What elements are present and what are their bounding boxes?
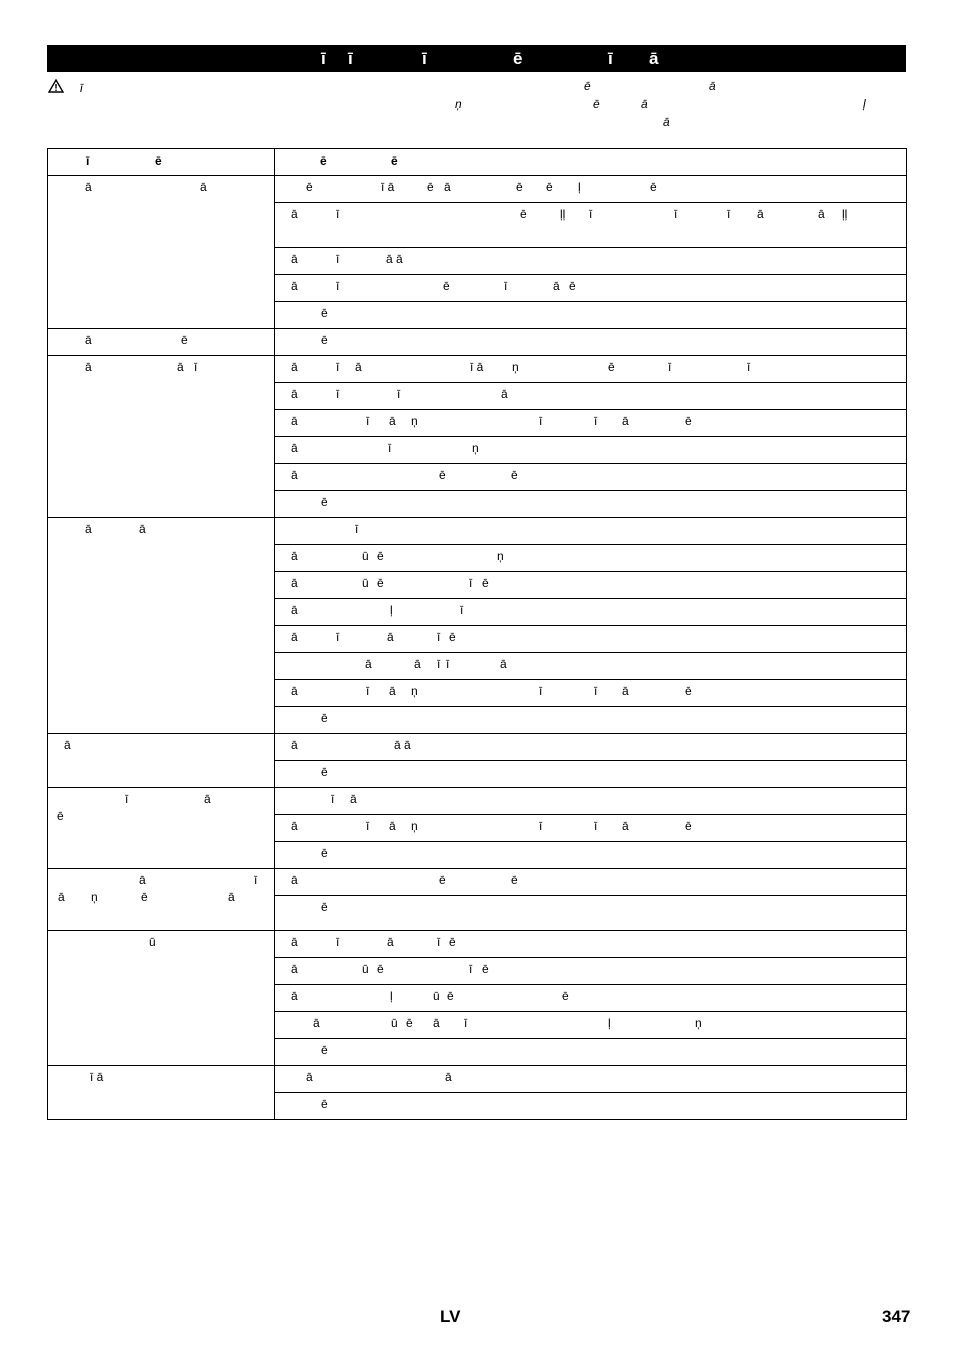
table-row	[48, 329, 907, 356]
remedy-cell	[275, 761, 907, 788]
fault-cell	[48, 329, 275, 356]
remedy-cell	[275, 410, 907, 437]
cell-glyph: ī	[397, 387, 401, 401]
cell-glyph: ī	[539, 414, 543, 428]
cell-glyph: ē	[377, 549, 384, 563]
cell-glyph: ā	[445, 1070, 452, 1084]
cell-glyph: ī	[86, 154, 90, 168]
cell-glyph: ā	[622, 414, 629, 428]
cell-glyph: ā	[291, 630, 298, 644]
cell-glyph: ī	[437, 935, 441, 949]
table-row	[48, 869, 907, 896]
cell-glyph: ā	[444, 180, 451, 194]
warning-glyph: ā	[641, 97, 648, 111]
cell-glyph: ē	[321, 1043, 328, 1057]
fault-cell	[48, 869, 275, 931]
cell-glyph: ā	[387, 630, 394, 644]
remedy-cell	[275, 275, 907, 302]
cell-glyph: ļ	[608, 1016, 611, 1030]
cell-glyph: ā	[291, 684, 298, 698]
cell-glyph: ā	[291, 935, 298, 949]
cell-glyph: ā	[85, 522, 92, 536]
remedy-cell	[275, 599, 907, 626]
cell-glyph: ē	[321, 495, 328, 509]
title-glyph: ā	[649, 49, 659, 68]
cell-glyph: ā	[291, 962, 298, 976]
cell-glyph: ā	[818, 207, 825, 221]
cell-glyph: ā ā	[386, 252, 403, 266]
cell-glyph: ē	[321, 333, 328, 347]
cell-glyph: ē	[406, 1016, 413, 1030]
remedy-cell	[275, 383, 907, 410]
cell-glyph: ā	[433, 1016, 440, 1030]
remedy-cell	[275, 1066, 907, 1093]
cell-glyph: ā	[757, 207, 764, 221]
remedy-cell	[275, 896, 907, 931]
cell-glyph: ī	[437, 657, 441, 671]
table-row	[48, 931, 907, 958]
cell-glyph: ņ	[512, 360, 519, 374]
cell-glyph: ā	[291, 207, 298, 221]
warning-glyph: ā	[663, 115, 670, 129]
cell-glyph: ā	[291, 441, 298, 455]
remedy-cell	[275, 302, 907, 329]
cell-glyph: ī	[336, 387, 340, 401]
cell-glyph: ā ā	[394, 738, 411, 752]
cell-glyph: ī	[727, 207, 731, 221]
title-glyph: ī	[348, 49, 353, 68]
warning-glyph: ā	[709, 79, 716, 93]
title-glyph: ē	[513, 49, 523, 68]
cell-glyph: ē	[155, 154, 162, 168]
cell-glyph: ē	[321, 846, 328, 860]
cell-glyph: ā	[313, 1016, 320, 1030]
cell-glyph: ā	[306, 1070, 313, 1084]
cell-glyph: ļ	[578, 180, 581, 194]
remedy-cell	[275, 518, 907, 545]
cell-glyph: ā	[291, 387, 298, 401]
troubleshooting-table	[47, 148, 907, 1120]
cell-glyph: ņ	[411, 819, 418, 833]
cell-glyph: ē	[516, 180, 523, 194]
cell-glyph: ē	[650, 180, 657, 194]
section-title-bar	[47, 45, 906, 72]
cell-glyph: ē	[443, 279, 450, 293]
fault-cell	[48, 1066, 275, 1120]
remedy-cell	[275, 572, 907, 599]
remedy-cell	[275, 176, 907, 203]
cell-glyph: ī ā	[381, 180, 395, 194]
remedy-cell	[275, 653, 907, 680]
cell-glyph: ū	[362, 576, 369, 590]
cell-glyph: ā	[291, 360, 298, 374]
page-number: 347	[882, 1307, 911, 1326]
cell-glyph: ī	[446, 657, 450, 671]
warning-triangle-icon	[48, 79, 64, 93]
fault-cell	[48, 788, 275, 869]
fault-cell	[48, 931, 275, 1066]
cell-glyph: ū	[149, 935, 156, 949]
remedy-cell	[275, 203, 907, 248]
cell-glyph: ī	[336, 279, 340, 293]
cell-glyph: ī	[336, 207, 340, 221]
cell-glyph: ē	[439, 468, 446, 482]
cell-glyph: ī	[366, 414, 370, 428]
warning-glyph: ļ	[863, 97, 866, 111]
cell-glyph: ī	[460, 603, 464, 617]
cell-glyph: ē	[321, 1097, 328, 1111]
cell-glyph: ē	[608, 360, 615, 374]
cell-glyph: ļ	[390, 603, 393, 617]
remedy-cell	[275, 329, 907, 356]
cell-glyph: ā	[414, 657, 421, 671]
warning-glyph: ī	[80, 81, 83, 95]
cell-glyph: ā	[64, 738, 71, 752]
cell-glyph: ī ā	[90, 1070, 104, 1084]
cell-glyph: ā	[355, 360, 362, 374]
cell-glyph: ā	[387, 935, 394, 949]
cell-glyph: ī	[594, 414, 598, 428]
cell-glyph: ī	[336, 360, 340, 374]
cell-glyph: ē	[57, 809, 64, 823]
cell-glyph: ā	[291, 414, 298, 428]
cell-glyph: ē	[391, 154, 398, 168]
cell-glyph: ā	[350, 792, 357, 806]
cell-glyph: ē	[377, 576, 384, 590]
cell-glyph: ā	[501, 387, 508, 401]
remedy-cell	[275, 734, 907, 761]
cell-glyph: ā	[139, 873, 146, 887]
header-cell-fault	[48, 149, 275, 176]
remedy-cell	[275, 869, 907, 896]
table-row	[48, 1066, 907, 1093]
title-glyph: ī	[422, 49, 427, 68]
cell-glyph: ā	[622, 819, 629, 833]
cell-glyph: ī	[469, 962, 473, 976]
cell-glyph: ā	[85, 180, 92, 194]
cell-glyph: ņ	[497, 549, 504, 563]
fault-cell	[48, 356, 275, 518]
cell-glyph: ī	[331, 792, 335, 806]
remedy-cell	[275, 958, 907, 985]
cell-glyph: ē	[321, 765, 328, 779]
cell-glyph: ā	[291, 468, 298, 482]
cell-glyph: ē	[449, 935, 456, 949]
table-row	[48, 734, 907, 761]
cell-glyph: ē	[685, 684, 692, 698]
header-cell-remedy	[275, 149, 907, 176]
cell-glyph: ā	[139, 522, 146, 536]
fault-cell	[48, 734, 275, 788]
table-row	[48, 788, 907, 815]
cell-glyph: ū	[433, 989, 440, 1003]
warning-glyph: ē	[584, 79, 591, 93]
cell-glyph: ļļ	[560, 207, 566, 221]
cell-glyph: ā	[204, 792, 211, 806]
cell-glyph: ņ	[411, 684, 418, 698]
cell-glyph: ī	[437, 630, 441, 644]
cell-glyph: ē	[685, 819, 692, 833]
cell-glyph: ā	[291, 819, 298, 833]
remedy-cell	[275, 985, 907, 1012]
cell-glyph: ē	[439, 873, 446, 887]
cell-glyph: ī	[668, 360, 672, 374]
footer-language: LV	[440, 1307, 461, 1326]
remedy-cell	[275, 1093, 907, 1120]
cell-glyph: ī	[539, 819, 543, 833]
warning-glyph: ņ	[455, 97, 462, 111]
cell-glyph: ā	[291, 576, 298, 590]
cell-glyph: ī	[194, 360, 198, 374]
cell-glyph: ī	[355, 522, 359, 536]
cell-glyph: ē	[377, 962, 384, 976]
cell-glyph: ī	[589, 207, 593, 221]
cell-glyph: ā	[85, 333, 92, 347]
cell-glyph: ē	[321, 306, 328, 320]
cell-glyph: ē	[511, 468, 518, 482]
warning-glyph: ē	[593, 97, 600, 111]
remedy-cell	[275, 545, 907, 572]
remedy-cell	[275, 491, 907, 518]
cell-glyph: ī	[594, 684, 598, 698]
fault-cell	[48, 518, 275, 734]
cell-glyph: ā	[389, 684, 396, 698]
cell-glyph: ā	[291, 603, 298, 617]
cell-glyph: ā	[58, 890, 65, 904]
cell-glyph: ā	[291, 549, 298, 563]
cell-glyph: ī	[125, 792, 129, 806]
remedy-cell	[275, 464, 907, 491]
title-glyph: ī	[608, 49, 613, 68]
cell-glyph: ē	[141, 890, 148, 904]
cell-glyph: ņ	[91, 890, 98, 904]
remedy-cell	[275, 931, 907, 958]
cell-glyph: ī	[594, 819, 598, 833]
cell-glyph: ņ	[695, 1016, 702, 1030]
cell-glyph: ī	[504, 279, 508, 293]
cell-glyph: ē	[482, 576, 489, 590]
cell-glyph: ļ	[390, 989, 393, 1003]
remedy-cell	[275, 437, 907, 464]
table-row	[48, 356, 907, 383]
cell-glyph: ā	[200, 180, 207, 194]
cell-glyph: ē	[482, 962, 489, 976]
remedy-cell	[275, 842, 907, 869]
cell-glyph: ī	[254, 873, 258, 887]
remedy-cell	[275, 626, 907, 653]
cell-glyph: ū	[362, 549, 369, 563]
cell-glyph: ū	[362, 962, 369, 976]
cell-glyph: ņ	[411, 414, 418, 428]
cell-glyph: ā	[365, 657, 372, 671]
cell-glyph: ē	[520, 207, 527, 221]
cell-glyph: ē	[320, 154, 327, 168]
cell-glyph: ā	[389, 819, 396, 833]
cell-glyph: ļļ	[842, 207, 848, 221]
remedy-cell	[275, 356, 907, 383]
cell-glyph: ā	[291, 738, 298, 752]
table-row	[48, 518, 907, 545]
cell-glyph: ē	[449, 630, 456, 644]
cell-glyph: ā	[291, 873, 298, 887]
cell-glyph: ē	[321, 900, 328, 914]
cell-glyph: ā	[228, 890, 235, 904]
cell-glyph: ī	[336, 935, 340, 949]
table-header-row	[48, 149, 907, 176]
cell-glyph: ā	[389, 414, 396, 428]
cell-glyph: ū	[391, 1016, 398, 1030]
cell-glyph: ņ	[472, 441, 479, 455]
cell-glyph: ā	[553, 279, 560, 293]
cell-glyph: ē	[427, 180, 434, 194]
cell-glyph: ī	[747, 360, 751, 374]
cell-glyph: ē	[306, 180, 313, 194]
cell-glyph: ī	[336, 630, 340, 644]
cell-glyph: ē	[685, 414, 692, 428]
cell-glyph: ī	[366, 819, 370, 833]
remedy-cell	[275, 1012, 907, 1039]
cell-glyph: ā	[500, 657, 507, 671]
cell-glyph: ī	[388, 441, 392, 455]
cell-glyph: ē	[181, 333, 188, 347]
cell-glyph: ē	[511, 873, 518, 887]
cell-glyph: ā	[177, 360, 184, 374]
remedy-cell	[275, 248, 907, 275]
cell-glyph: ē	[321, 711, 328, 725]
cell-glyph: ī	[336, 252, 340, 266]
cell-glyph: ā	[291, 252, 298, 266]
cell-glyph: ī	[674, 207, 678, 221]
remedy-cell	[275, 1039, 907, 1066]
table-row	[48, 176, 907, 203]
cell-glyph: ē	[562, 989, 569, 1003]
fault-cell	[48, 176, 275, 329]
cell-glyph: ā	[291, 279, 298, 293]
cell-glyph: ī	[469, 576, 473, 590]
cell-glyph: ī ā	[470, 360, 484, 374]
cell-glyph: ā	[291, 989, 298, 1003]
remedy-cell	[275, 680, 907, 707]
cell-glyph: ē	[569, 279, 576, 293]
cell-glyph: ī	[464, 1016, 468, 1030]
cell-glyph: ē	[546, 180, 553, 194]
cell-glyph: ā	[622, 684, 629, 698]
cell-glyph: ā	[85, 360, 92, 374]
cell-glyph: ē	[447, 989, 454, 1003]
remedy-cell	[275, 815, 907, 842]
remedy-cell	[275, 707, 907, 734]
cell-glyph: ī	[539, 684, 543, 698]
cell-glyph: ī	[366, 684, 370, 698]
remedy-cell	[275, 788, 907, 815]
title-glyph: ī	[321, 49, 326, 68]
